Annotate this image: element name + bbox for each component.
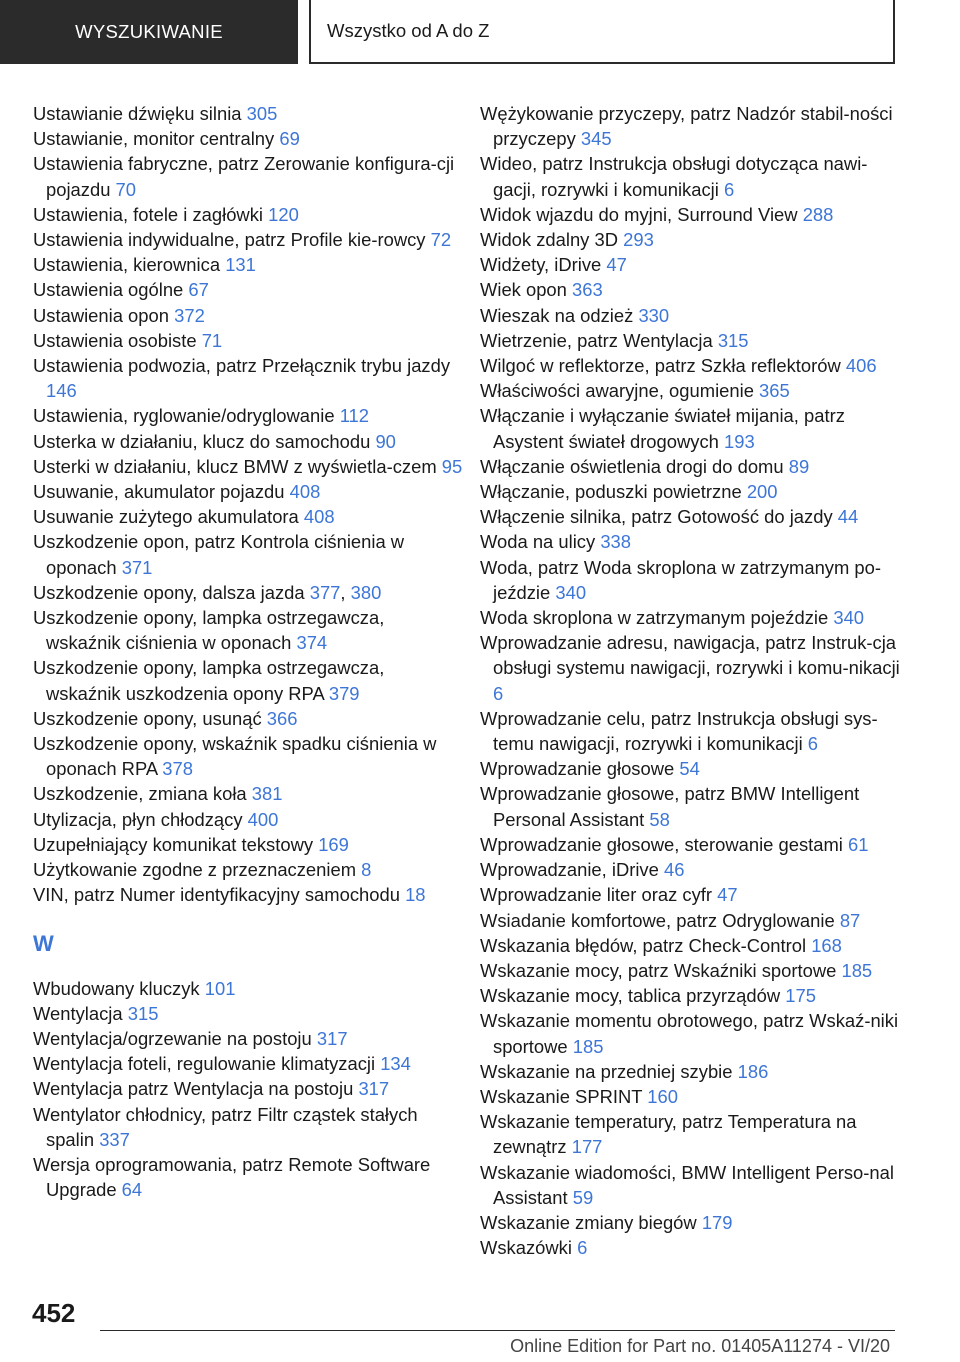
index-entry-text: Woda na ulicy: [480, 531, 596, 553]
index-entry-text: Woda skroplona w zatrzymanym pojeździe: [480, 607, 829, 629]
index-entry: [33, 353, 463, 403]
index-entry-text: Wentylacja: [33, 1002, 123, 1024]
page-reference-link[interactable]: 338: [600, 531, 631, 553]
index-entry: [33, 605, 463, 655]
index-entry-text: Wskazanie wiadomości, BMW Intelligent Perso-nal Assistant: [480, 1161, 894, 1208]
index-entry-text: Uszkodzenie opony, lampka ostrzegawcza, wskaźnik ciśnienia w oponach: [33, 607, 385, 654]
page-reference-link[interactable]: 160: [647, 1085, 678, 1107]
page-reference-link[interactable]: 59: [572, 1186, 594, 1208]
page-reference-link[interactable]: 112: [339, 405, 370, 427]
index-entry: [33, 454, 463, 479]
index-entry: [33, 202, 463, 227]
index-entry: [33, 126, 463, 151]
page-reference-link[interactable]: 340: [833, 607, 865, 629]
index-entry: [480, 479, 900, 504]
page-reference-link[interactable]: 305: [246, 103, 278, 124]
index-column-right: [480, 101, 900, 1260]
index-entry-text: Wskazania błędów, patrz Check-Control: [480, 934, 807, 956]
index-entry: [480, 202, 900, 227]
index-entry-text: Widok wjazdu do myjni, Surround View: [480, 203, 798, 225]
index-entry-text: Wskazanie mocy, patrz Wskaźniki sportowe: [480, 959, 837, 981]
index-entry-text: Właściwości awaryjne, ogumienie: [480, 380, 754, 402]
index-entry-text: Wskazanie SPRINT: [480, 1085, 643, 1107]
index-entry: [480, 252, 900, 277]
index-entry-text: Usuwanie zużytego akumulatora: [33, 506, 299, 528]
index-entry-text: Wprowadzanie głosowe, patrz BMW Intelligent Personal Assistant: [480, 783, 860, 830]
index-entry: [480, 529, 900, 554]
page-reference-link[interactable]: 366: [266, 707, 298, 729]
index-entry-text: Wilgoć w reflektorze, patrz Szkła reflektorów: [480, 355, 841, 377]
index-entry-text: Wentylacja/ogrzewanie na postoju: [33, 1027, 312, 1049]
index-entry: [480, 101, 900, 151]
page-reference-link[interactable]: 377: [309, 581, 341, 603]
index-list-after: [33, 976, 463, 1203]
index-entry-text: Wprowadzanie adresu, nawigacja, patrz Instruk-cja obsługi systemu nawigacji, rozrywki i komu-nikacji: [480, 632, 900, 679]
index-entry: [480, 1160, 900, 1210]
index-entry-text: Wężykowanie przyczepy, patrz Nadzór stabil-ności przyczepy: [480, 103, 893, 150]
page-reference-link[interactable]: 58: [649, 808, 670, 830]
index-entry-text: Wprowadzanie, iDrive: [480, 859, 659, 881]
index-entry: [480, 403, 900, 453]
page-reference-link[interactable]: 146: [46, 380, 77, 402]
index-entry-text: Włączanie i wyłączanie świateł mijania, patrz Asystent świateł drogowych: [480, 405, 845, 452]
index-entry: [33, 328, 463, 353]
tab-a-to-z-label: Wszystko od A do Z: [327, 20, 490, 41]
page-reference-link[interactable]: 340: [555, 581, 587, 603]
page-reference-link[interactable]: 101: [204, 977, 236, 999]
index-entry: [33, 832, 463, 857]
index-entry: [480, 1235, 900, 1260]
page-reference-link[interactable]: 371: [121, 556, 153, 578]
index-entry-text: Wentylator chłodnicy, patrz Filtr cząstek stałych spalin: [33, 1103, 418, 1150]
page-reference-link[interactable]: 6: [493, 682, 504, 704]
index-entry: [480, 1008, 900, 1058]
page-reference-link[interactable]: 378: [162, 758, 193, 780]
index-entry: [480, 605, 900, 630]
page-reference-link[interactable]: 177: [571, 1136, 603, 1158]
index-entry: [480, 882, 900, 907]
index-entry-text: Ustawienia podwozia, patrz Przełącznik trybu jazdy: [33, 355, 451, 377]
page-number: 452: [32, 1298, 76, 1328]
index-entry: [480, 454, 900, 479]
page-reference-link[interactable]: 380: [350, 581, 382, 603]
index-entry: [33, 807, 463, 832]
page-reference-link[interactable]: 87: [839, 909, 861, 931]
page-reference-link[interactable]: 345: [580, 128, 612, 150]
index-entry-text: Usterka w działaniu, klucz do samochodu: [33, 430, 371, 452]
index-entry: [33, 1102, 463, 1152]
index-column-left: [33, 101, 463, 1202]
index-entry: [480, 933, 900, 958]
page-reference-link[interactable]: 400: [247, 808, 279, 830]
index-entry: [33, 655, 463, 705]
index-entry: [480, 781, 900, 831]
index-entry: [33, 252, 463, 277]
index-entry: [480, 630, 900, 706]
index-entry-text: Wietrzenie, patrz Wentylacja: [480, 329, 713, 351]
index-entry-text: Włączanie, poduszki powietrzne: [480, 481, 742, 503]
index-list-before: [33, 101, 463, 908]
page-reference-link[interactable]: 408: [303, 506, 335, 528]
page-reference-link[interactable]: 193: [724, 430, 755, 452]
page-reference-link[interactable]: 169: [318, 833, 349, 855]
index-entry: [480, 227, 900, 252]
index-entry-text: Woda, patrz Woda skroplona w zatrzymanym po-jeździe: [480, 556, 882, 603]
index-entry-text: VIN, patrz Numer identyfikacyjny samochodu: [33, 884, 400, 906]
index-entry-text: Ustawienia, kierownica: [33, 254, 221, 276]
index-entry: [480, 151, 900, 201]
page-reference-link[interactable]: 89: [788, 455, 810, 477]
index-entry-text: Uszkodzenie opony, dalsza jazda: [33, 581, 305, 603]
page-reference-link[interactable]: 363: [572, 279, 603, 301]
page-reference-link[interactable]: 134: [380, 1053, 411, 1075]
index-entry: [33, 429, 463, 454]
page-reference-link[interactable]: 120: [268, 203, 299, 225]
page-reference-link[interactable]: 72: [430, 229, 452, 251]
index-entry: [33, 303, 463, 328]
page-reference-link[interactable]: 47: [606, 254, 627, 276]
index-entry: [33, 1076, 463, 1101]
page-reference-link[interactable]: 406: [845, 355, 877, 377]
index-entry-text: Uszkodzenie opony, usunąć: [33, 707, 262, 729]
index-entry: [480, 832, 900, 857]
page-reference-link[interactable]: 293: [623, 229, 654, 251]
index-entry: [33, 101, 463, 126]
page-reference-link[interactable]: 168: [811, 934, 842, 956]
index-entry: [480, 504, 900, 529]
page-reference-link[interactable]: 18: [405, 884, 426, 906]
index-entry: [480, 756, 900, 781]
index-entry: [480, 328, 900, 353]
index-entry: [33, 731, 463, 781]
index-entry-text: Ustawienia fabryczne, patrz Zerowanie konfigura-cji pojazdu: [33, 153, 455, 200]
page-reference-link[interactable]: 69: [279, 128, 300, 150]
index-entry-text: Wiek opon: [480, 279, 567, 301]
index-entry: [33, 1026, 463, 1051]
page-reference-link[interactable]: 90: [375, 430, 396, 452]
index-entry: [33, 857, 463, 882]
index-entry-text: Wskazanie momentu obrotowego, patrz Wskaź-niki sportowe: [480, 1010, 899, 1057]
index-entry-text: Wskazanie zmiany biegów: [480, 1211, 697, 1233]
index-entry: [33, 976, 463, 1001]
index-entry: [33, 227, 463, 252]
page-reference-link[interactable]: 185: [572, 1035, 604, 1057]
index-entry-text: Wskazanie na przedniej szybie: [480, 1060, 733, 1082]
index-entry-text: Wideo, patrz Instrukcja obsługi dotycząca nawi-gacji, rozrywki i komunikacji: [480, 153, 868, 200]
index-entry: [480, 1109, 900, 1159]
index-entry-text: Utylizacja, płyn chłodzący: [33, 808, 243, 830]
index-entry-text: Ustawianie dźwięku silnia: [33, 103, 242, 124]
index-entry-text: Uszkodzenie opony, wskaźnik spadku ciśnienia w oponach RPA: [33, 733, 437, 780]
index-entry: [480, 1084, 900, 1109]
index-entry-text: Wskazanie mocy, tablica przyrządów: [480, 985, 781, 1007]
index-entry-text: Uszkodzenie, zmiana koła: [33, 783, 247, 805]
index-entry-text: Wprowadzanie głosowe: [480, 758, 675, 780]
page-reference-link[interactable]: 44: [837, 506, 859, 528]
page-reference-link[interactable]: 200: [746, 481, 778, 503]
page-reference-link[interactable]: 67: [188, 279, 209, 301]
index-entry-text: Wentylacja foteli, regulowanie klimatyzacji: [33, 1053, 376, 1075]
page-reference-link[interactable]: 179: [701, 1211, 733, 1233]
footer-edition-text: Online Edition for Part no. 01405A11274 - VI/20: [510, 1336, 890, 1356]
index-entry-text: Widżety, iDrive: [480, 254, 602, 276]
index-entry-text: Użytkowanie zgodne z przeznaczeniem: [33, 859, 357, 881]
index-entry: [480, 378, 900, 403]
index-entry-text: Wersja oprogramowania, patrz Remote Software Upgrade: [33, 1153, 431, 1201]
page-reference-link[interactable]: 317: [316, 1027, 348, 1049]
page-reference-link[interactable]: 47: [717, 884, 738, 906]
index-entry: [33, 1152, 463, 1202]
index-entry: [480, 1059, 900, 1084]
index-entry-text: Wentylacja patrz Wentylacja na postoju: [33, 1078, 354, 1100]
index-entry-text: Ustawienia, fotele i zagłówki: [33, 203, 263, 225]
index-entry: [480, 277, 900, 302]
index-entry-text: Wieszak na odzież: [480, 304, 634, 326]
page-reference-link[interactable]: 131: [225, 254, 256, 276]
page-reference-link[interactable]: 186: [737, 1060, 769, 1082]
index-entry: [33, 781, 463, 806]
tab-search-label: WYSZUKIWANIE: [75, 21, 223, 42]
index-entry: [33, 479, 463, 504]
page-reference-link[interactable]: 365: [759, 380, 790, 402]
index-entry: [33, 706, 463, 731]
page-reference-link[interactable]: 64: [121, 1179, 143, 1201]
index-entry-text: Ustawienia indywidualne, patrz Profile kie-rowcy: [33, 229, 426, 251]
index-entry-text: Włączanie oświetlenia drogi do domu: [480, 455, 784, 477]
index-entry: [480, 857, 900, 882]
page-reference-link[interactable]: 317: [358, 1078, 390, 1100]
index-entry-text: Wskazówki: [480, 1237, 572, 1259]
index-entry-text: Ustawienia osobiste: [33, 329, 197, 351]
index-entry-text: Uszkodzenie opon, patrz Kontrola ciśnienia w oponach: [33, 531, 405, 578]
tab-search[interactable]: [0, 0, 298, 64]
index-entry: [480, 555, 900, 605]
index-entry: [33, 504, 463, 529]
page-reference-link[interactable]: 71: [201, 329, 223, 351]
page-reference-link[interactable]: 408: [289, 481, 321, 503]
footer-divider: [100, 1330, 895, 1331]
index-entry-text: Usuwanie, akumulator pojazdu: [33, 481, 285, 503]
page-reference-link[interactable]: 70: [115, 178, 137, 200]
index-entry: [480, 353, 900, 378]
index-entry-text: Widok zdalny 3D: [480, 229, 618, 251]
index-entry-text: Ustawienia ogólne: [33, 279, 184, 301]
index-entry: [480, 983, 900, 1008]
index-entry: [480, 1210, 900, 1235]
page-reference-link[interactable]: 185: [841, 959, 873, 981]
index-entry: [33, 151, 463, 201]
index-entry-text: Ustawianie, monitor centralny: [33, 128, 275, 150]
index-entry: Uszkodzenie opony, dalsza jazda 377, 380: [33, 581, 382, 603]
index-entry-text: Wskazanie temperatury, patrz Temperatura na zewnątrz: [480, 1111, 857, 1158]
page-reference-link[interactable]: 46: [664, 859, 685, 881]
page-reference-link[interactable]: 175: [785, 985, 816, 1007]
index-entry: [480, 958, 900, 983]
index-list-right: [480, 101, 900, 1260]
index-entry-text: Wprowadzanie głosowe, sterowanie gestami: [480, 833, 843, 855]
page-reference-link[interactable]: 95: [441, 455, 463, 477]
index-entry: [33, 529, 463, 579]
page-reference-link[interactable]: 6: [577, 1237, 588, 1259]
tab-a-to-z[interactable]: [309, 0, 895, 64]
index-entry-text: Uszkodzenie opony, lampka ostrzegawcza, wskaźnik uszkodzenia opony RPA: [33, 657, 385, 704]
page-reference-link[interactable]: 315: [717, 329, 749, 351]
index-entry: [480, 706, 900, 756]
index-entry-text: Wprowadzanie liter oraz cyfr: [480, 884, 713, 906]
page-reference-link[interactable]: 6: [723, 178, 735, 200]
index-entry-text: Usterki w działaniu, klucz BMW z wyświetla-czem: [33, 455, 437, 477]
index-entry-text: Wsiadanie komfortowe, patrz Odryglowanie: [480, 909, 835, 931]
page-reference-link[interactable]: 379: [328, 682, 360, 704]
index-entry-text: Wbudowany kluczyk: [33, 977, 200, 999]
index-entry: [33, 1001, 463, 1026]
index-entry-text: Ustawienia, ryglowanie/odryglowanie: [33, 405, 335, 427]
page-reference-link[interactable]: 54: [679, 758, 700, 780]
index-entry: [33, 403, 463, 428]
index-entry-text: Włączenie silnika, patrz Gotowość do jazdy: [480, 506, 833, 528]
page-reference-link[interactable]: 337: [99, 1128, 130, 1150]
page-reference-link[interactable]: 288: [802, 203, 834, 225]
index-entry-text: Ustawienia opon: [33, 304, 169, 326]
page-reference-link[interactable]: 315: [127, 1002, 159, 1024]
page-reference-link[interactable]: 330: [638, 304, 670, 326]
page-reference-link[interactable]: 8: [361, 859, 372, 881]
page-reference-link[interactable]: 372: [174, 304, 205, 326]
index-entry: [480, 303, 900, 328]
index-entry: [480, 908, 900, 933]
section-letter-heading: W: [33, 930, 54, 956]
index-entry: [33, 882, 463, 907]
page-reference-link[interactable]: 6: [807, 733, 819, 755]
page-reference-link[interactable]: 61: [848, 833, 869, 855]
page-reference-link[interactable]: 374: [296, 632, 328, 654]
index-entry: [33, 277, 463, 302]
page-reference-link[interactable]: 381: [251, 783, 283, 805]
index-entry-text: Wprowadzanie celu, patrz Instrukcja obsługi sys-temu nawigacji, rozrywki i komunikacji: [480, 707, 878, 755]
index-entry: [33, 1051, 463, 1076]
index-entry-text: Uzupełniający komunikat tekstowy: [33, 833, 314, 855]
